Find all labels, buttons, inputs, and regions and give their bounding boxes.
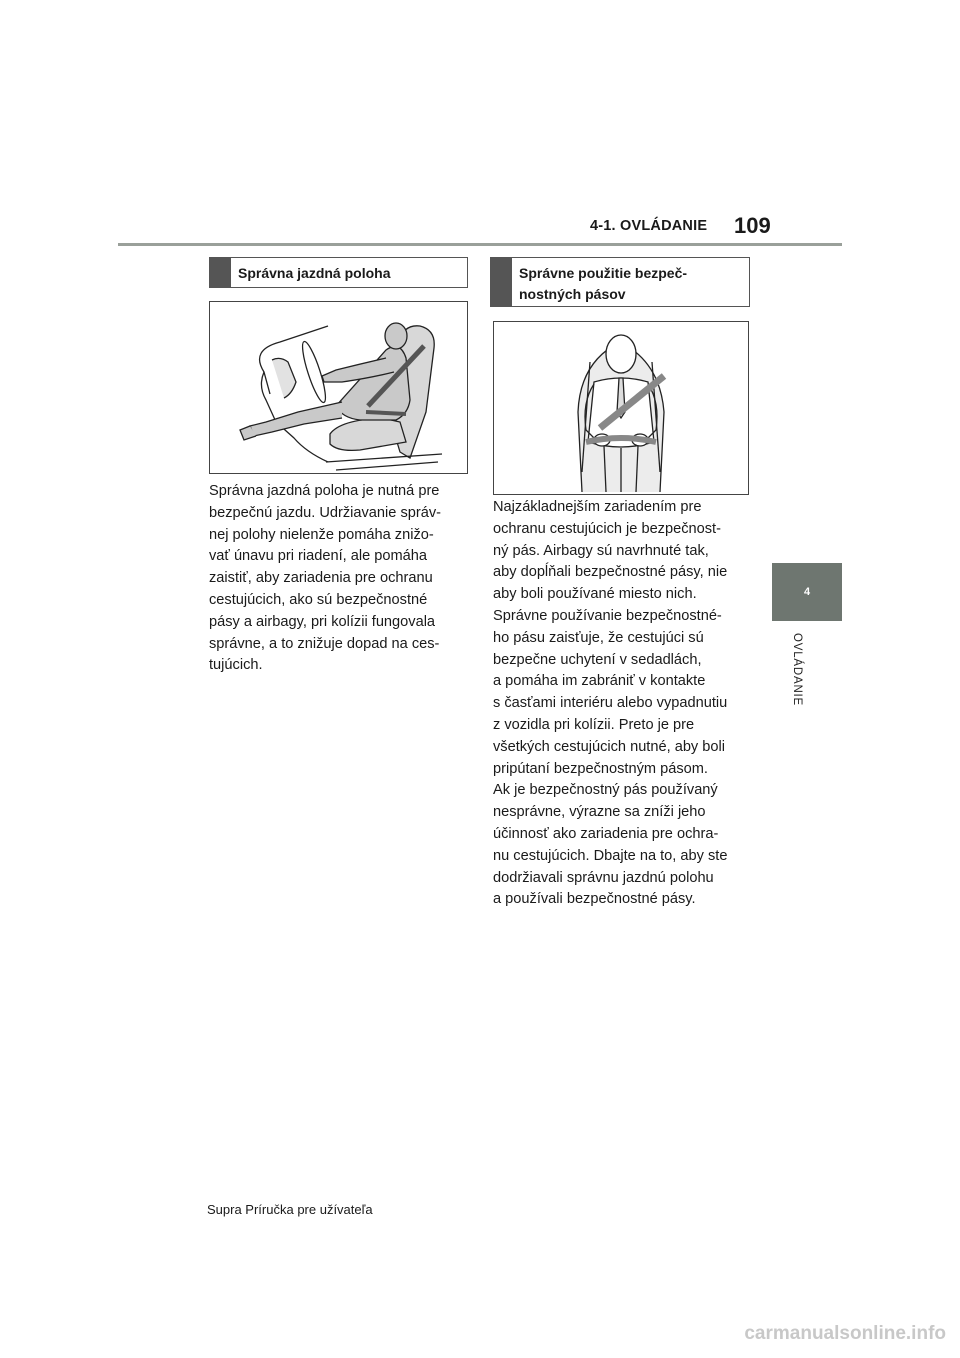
text-line: aby dopĺňali bezpečnostné pásy, nie [493,564,728,581]
text-line: cestujúcich, ako sú bezpečnostné [209,591,428,608]
text-line: vať únavu pri riadení, ale pomáha [209,548,428,565]
text-line: a používali bezpečnostné pásy. [493,891,696,908]
seatbelt-illustration [493,321,749,495]
text-line: nej polohy nielenže pomáha znižo- [209,526,434,543]
text-line: nesprávne, výrazne sa zníži jeho [493,804,706,821]
text-line: pásy a airbagy, pri kolízii fungovala [209,613,436,630]
text-line: pripútaní bezpečnostným pásom. [493,760,708,777]
header-section-title: 4-1. OVLÁDANIE [590,218,708,234]
right-heading-box [490,257,750,307]
text-line: dodržiavali správnu jazdnú polohu [493,869,714,886]
right-heading-line: Správne použitie bezpeč- [519,265,688,281]
right-body-text [493,497,755,911]
text-line: zaistiť, aby zariadenia pre ochranu [209,570,433,587]
right-heading-line: nostných pásov [519,286,626,302]
heading-marker [491,258,512,306]
text-line: Správna jazdná poloha je nutná pre [209,483,440,499]
text-line: všetkých cestujúcich nutné, aby boli [493,738,726,755]
text-line: bezpečnú jazdu. Udržiavanie správ- [209,504,442,521]
text-line: účinnosť ako zariadenia pre ochra- [493,825,719,842]
text-line: Správne používanie bezpečnostné- [493,607,722,624]
heading-marker [210,258,231,287]
text-line: s časťami interiéru alebo vypadnutiu [493,695,728,712]
driving-position-illustration [209,301,468,474]
text-line: ho pásu zaisťuje, že cestujúci sú [493,629,704,646]
text-line: bezpečne uchytení v sedadlách, [493,651,702,668]
footer-manual-title: Supra Príručka pre užívateľa [207,1202,373,1217]
chapter-label: OVLÁDANIE [791,633,803,707]
text-line: tujúcich. [209,657,263,674]
chapter-number: 4 [803,586,811,598]
left-heading-box [209,257,468,288]
text-line: a pomáha im zabrániť v kontakte [493,673,706,690]
left-heading: Správna jazdná poloha [238,265,391,281]
watermark: carmanualsonline.info [744,1323,946,1344]
text-line: ochranu cestujúcich je bezpečnost- [493,520,721,537]
header-rule [118,243,842,246]
text-line: Najzákladnejším zariadením pre [493,499,702,515]
text-line: ný pás. Airbagy sú navrhnuté tak, [493,542,709,559]
page-number: 109 [734,213,771,238]
text-line: nu cestujúcich. Dbajte na to, aby ste [493,847,728,864]
left-body-text [209,481,471,677]
chapter-tab [772,563,842,621]
right-heading [519,263,743,305]
text-line: z vozidla pri kolízii. Preto je pre [493,716,695,733]
text-line: aby boli používané miesto nich. [493,586,697,603]
text-line: správne, a to znižuje dopad na ces- [209,635,440,652]
text-line: Ak je bezpečnostný pás používaný [493,782,718,799]
